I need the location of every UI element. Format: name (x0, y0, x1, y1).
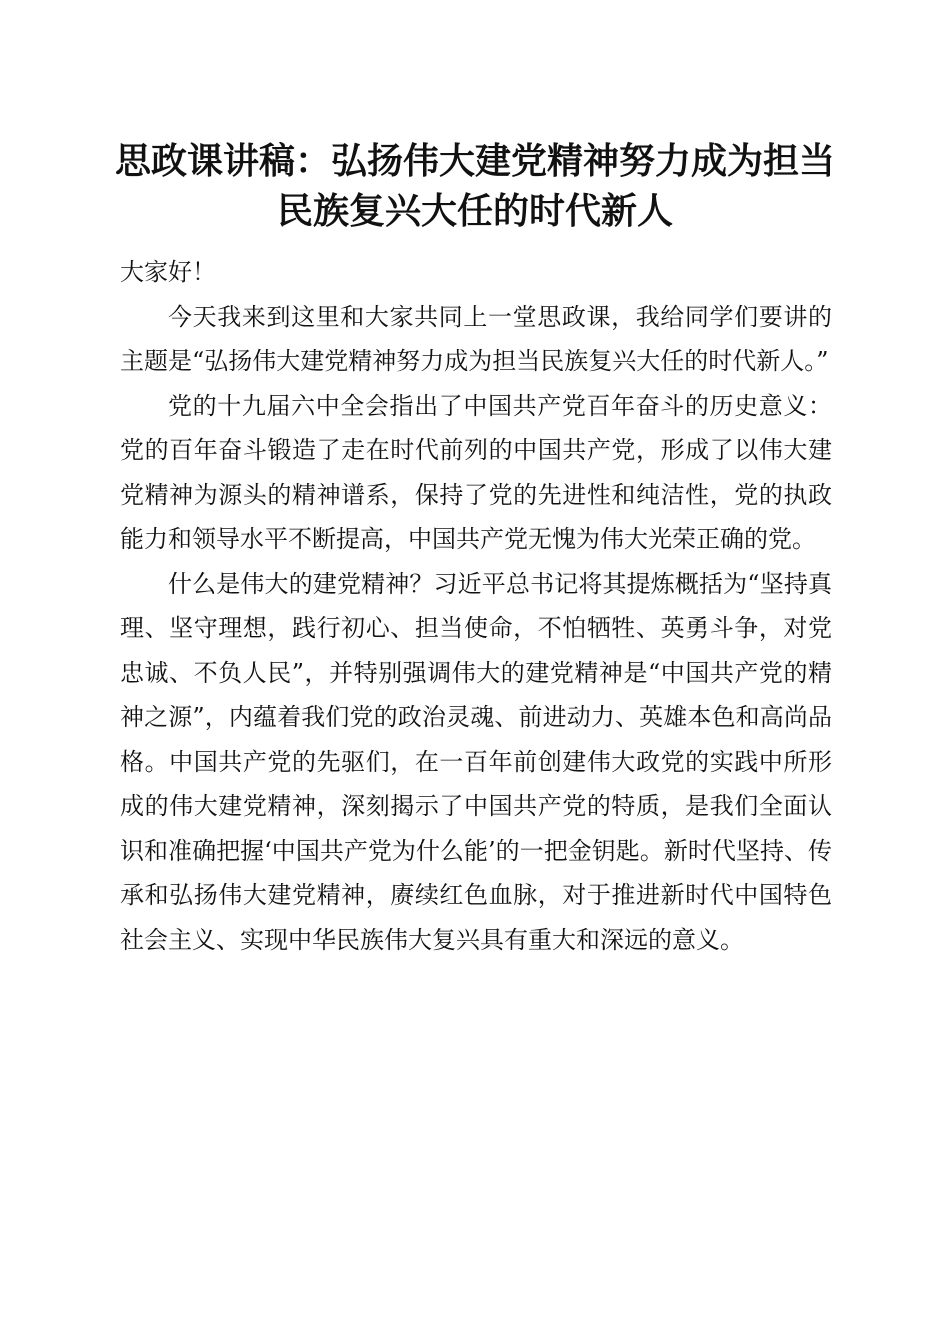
greeting: 大家好！ (120, 258, 216, 286)
paragraph-1: 今天我来到这里和大家共同上一堂思政课，我给同学们要讲的主题是“弘扬伟大建党精神努力成为担当民族复兴大任的时代新人。” (120, 302, 832, 375)
title-line-2: 民族复兴大任的时代新人 (276, 190, 673, 232)
paragraph-3: 什么是伟大的建党精神？习近平总书记将其提炼概括为“坚持真理、坚守理想，践行初心、担当使命，不怕牺牲、英勇斗争，对党忠诚、不负人民”，并特别强调伟大的建党精神是“中国共产党的精神之源”，内蕴着我们党的政治灵魂、前进动力、英雄本色和高尚品格。中国共产党的先驱们，在一百年前创建伟大政党的实践中所形成的伟大建党精神，深刻揭示了中国共产党的特质，是我们全面认识和准确把握‘中国共产党为什么能’的一把金钥匙。新时代坚持、传承和弘扬伟大建党精神，赓续红色血脉，对于推进新时代中国特色社会主义、实现中华民族伟大复兴具有重大和深远的意义。 (120, 569, 832, 954)
document-body (120, 250, 832, 962)
title-line-1: 思政课讲稿：弘扬伟大建党精神努力成为担当 (114, 140, 835, 182)
document-title (100, 136, 850, 236)
paragraph-2: 党的十九届六中全会指出了中国共产党百年奋斗的历史意义：党的百年奋斗锻造了走在时代前列的中国共产党，形成了以伟大建党精神为源头的精神谱系，保持了党的先进性和纯洁性，党的执政能力和领导水平不断提高，中国共产党无愧为伟大光荣正确的党。 (120, 391, 832, 553)
